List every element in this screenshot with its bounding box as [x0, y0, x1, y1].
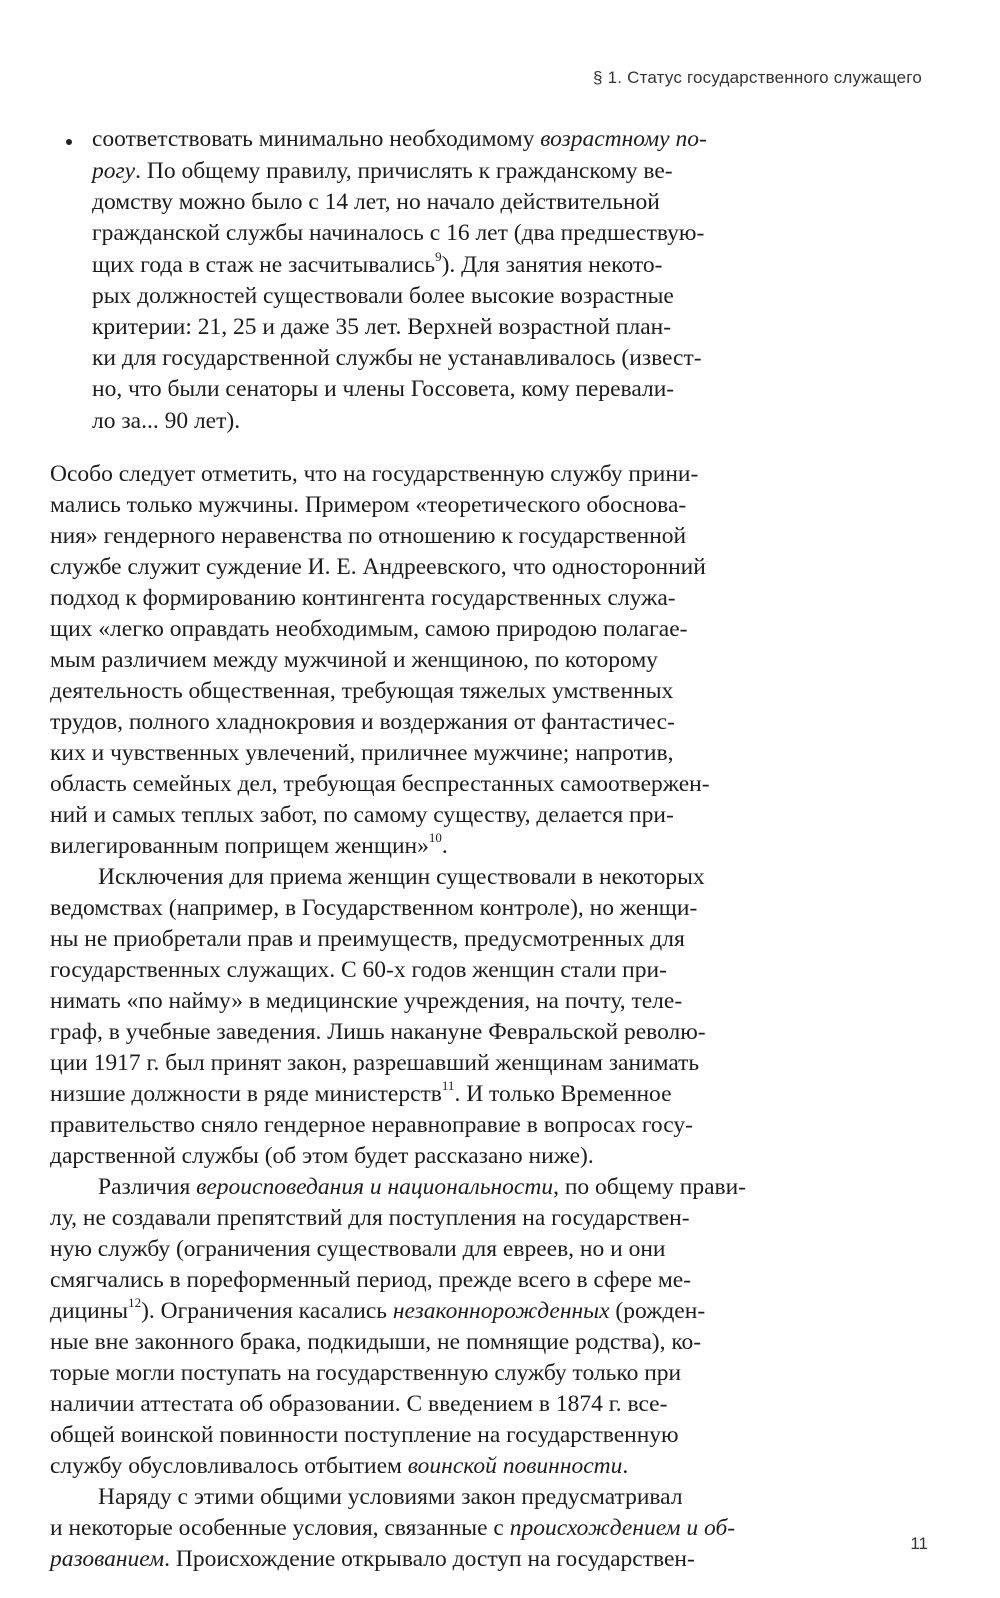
- text-line: Особо следует отметить, что на государственную службу прини-: [50, 461, 699, 487]
- text-line: щих года в стаж не засчитывались$^9$). Для занятия некото-: [92, 249, 663, 278]
- text-line: службе служит суждение И. Е. Андреевского, что односторонний: [50, 554, 706, 580]
- text-line: щих «легко оправдать необходимым, самою природою полагае-: [50, 616, 688, 642]
- text-line: государственных служащих. С 60-х годов женщин стали при-: [50, 957, 667, 983]
- text-line: вилегированным поприщем женщин»$^{10}$.: [50, 830, 448, 859]
- text-line: область семейных дел, требующая беспрестанных самоотвержен-: [50, 771, 710, 797]
- text-line: низшие должности в ряде министерств$^{11}$. И только Временное: [50, 1078, 672, 1107]
- text-line: правительство сняло гендерное неравноправие в вопросах госу-: [50, 1112, 693, 1138]
- text-line: рых должностей существовали более высокие возрастные: [92, 283, 674, 309]
- text-line: смягчались в пореформенный период, прежде всего в сфере ме-: [50, 1267, 692, 1293]
- text-line: и некоторые особенные условия, связанные с происхождением и об-: [50, 1515, 736, 1541]
- text-line: критерии: 21, 25 и даже 35 лет. Верхней возрастной план-: [92, 314, 672, 340]
- running-header: § 1. Статус государственного служащего: [593, 68, 922, 87]
- text-line: Наряду с этими общими условиями закон предусматривал: [98, 1484, 683, 1510]
- text-line: ких и чувственных увлечений, приличнее мужчине; напротив,: [50, 740, 674, 766]
- text-line: деятельность общественная, требующая тяжелых умственных: [50, 678, 674, 704]
- text-line: ло за... 90 лет).: [92, 408, 241, 434]
- text-line: Различия вероисповедания и национальности, по общему прави-: [98, 1174, 747, 1200]
- text-line: граф, в учебные заведения. Лишь накануне Февральской револю-: [50, 1019, 706, 1045]
- text-line: мались только мужчины. Примером «теоретического обоснова-: [50, 492, 687, 518]
- text-line: общей воинской повинности поступление на государственную: [50, 1422, 679, 1448]
- text-line: домству можно было с 14 лет, но начало действительной: [92, 189, 660, 215]
- text-line: дицины$^{12}$). Ограничения касались незаконнорожденных (рожден-: [50, 1295, 706, 1324]
- text-line: соответствовать минимально необходимому возрастному по-: [92, 126, 707, 152]
- text-line: подход к формированию контингента государственных служа-: [50, 585, 676, 611]
- text-line: мым различием между мужчиной и женщиною, по которому: [50, 647, 658, 673]
- text-line: ны не приобретали прав и преимуществ, предусмотренных для: [50, 926, 685, 952]
- text-line: разованием. Происхождение открывало доступ на государствен-: [50, 1546, 695, 1572]
- text-line: наличии аттестата об образовании. С введением в 1874 г. все-: [50, 1391, 668, 1417]
- text-line: ведомствах (например, в Государственном контроле), но женщи-: [50, 895, 698, 921]
- text-line: но, что были сенаторы и члены Госсовета, кому перевали-: [92, 376, 675, 402]
- text-line: трудов, полного хладнокровия и воздержания от фантастичес-: [50, 709, 675, 735]
- text-line: службу обусловливалось отбытием воинской повинности.: [50, 1453, 629, 1479]
- bullet-icon: [66, 139, 72, 145]
- text-line: лу, не создавали препятствий для поступления на государствен-: [50, 1205, 690, 1231]
- text-line: Исключения для приема женщин существовали в некоторых: [98, 864, 705, 890]
- text-line: нимать «по найму» в медицинские учреждения, на почту, теле-: [50, 988, 683, 1014]
- text-line: гражданской службы начиналось с 16 лет (два предшествую-: [92, 220, 705, 246]
- text-line: ния» гендерного неравенства по отношению к государственной: [50, 523, 687, 549]
- text-line: ные вне законного брака, подкидыши, не помнящие родства), ко-: [50, 1329, 702, 1355]
- text-line: ки для государственной службы не устанавливалось (извест-: [92, 345, 702, 371]
- text-line: рогу. По общему правилу, причислять к гражданскому ве-: [92, 158, 673, 184]
- text-line: ную службу (ограничения существовали для евреев, но и они: [50, 1236, 666, 1262]
- text-line: дарственной службы (об этом будет рассказано ниже).: [50, 1143, 594, 1169]
- text-line: ний и самых теплых забот, по самому существу, делается при-: [50, 802, 674, 828]
- page-number: 11: [910, 1534, 928, 1553]
- text-line: торые могли поступать на государственную службу только при: [50, 1360, 682, 1386]
- text-line: ции 1917 г. был принят закон, разрешавший женщинам занимать: [50, 1050, 700, 1076]
